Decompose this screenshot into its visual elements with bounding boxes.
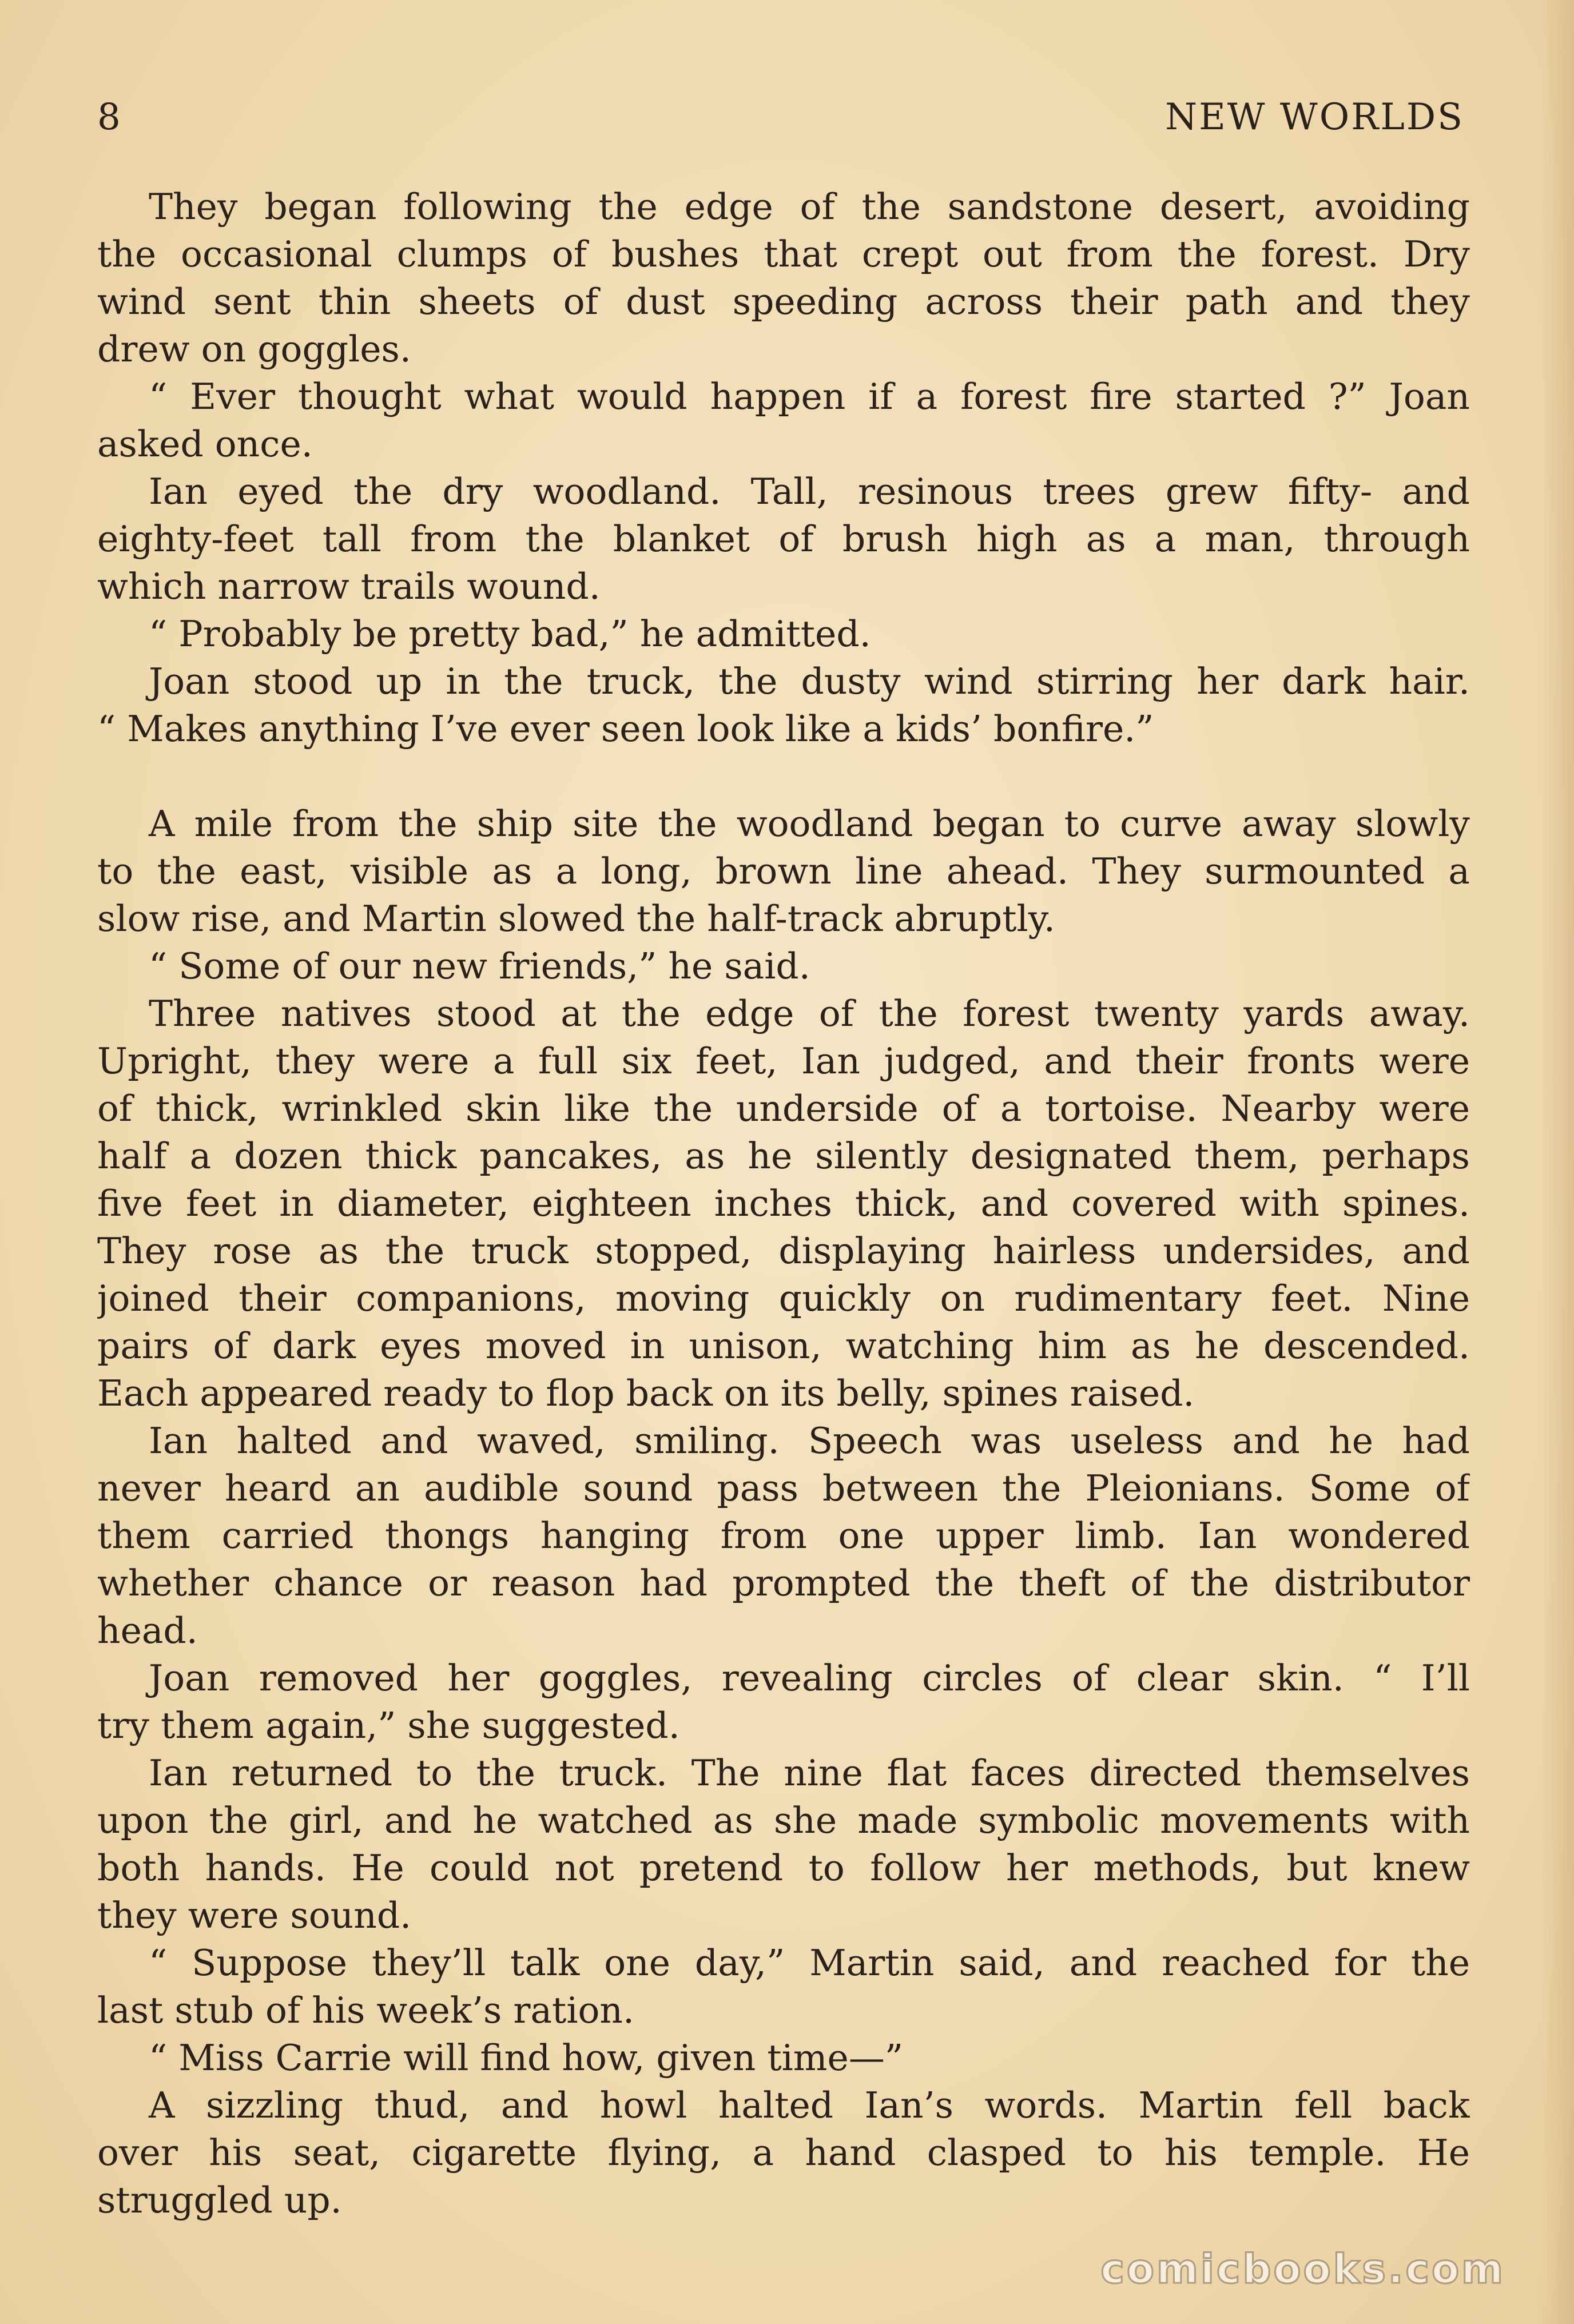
text-line: over his seat, cigarette flying, a hand clasped to his temple. He	[97, 2132, 1470, 2174]
page-number: 8	[97, 96, 121, 138]
text-line: wind sent thin sheets of dust speeding across their path and they	[97, 281, 1470, 323]
text-line: last stub of his week’s ration.	[97, 1989, 635, 2031]
text-line: struggled up.	[97, 2179, 342, 2221]
section-break	[97, 753, 1470, 800]
text-line: slow rise, and Martin slowed the half-track abruptly.	[97, 898, 1055, 940]
text-line: eighty-feet tall from the blanket of brush high as a man, through	[97, 518, 1470, 560]
text-line: “ Makes anything I’ve ever seen look like a kids’ bonfire.”	[97, 708, 1154, 750]
text-line: whether chance or reason had prompted the theft of the distributor	[97, 1562, 1470, 1604]
text-line: “ Ever thought what would happen if a forest fire started ?” Joan	[149, 376, 1470, 417]
text-line: Three natives stood at the edge of the forest twenty yards away.	[149, 993, 1470, 1034]
text-line: five feet in diameter, eighteen inches thick, and covered with spines.	[97, 1183, 1470, 1224]
text-line: Ian returned to the truck. The nine flat faces directed themselves	[149, 1752, 1470, 1794]
text-line: both hands. He could not pretend to follow her methods, but knew	[97, 1847, 1470, 1889]
watermark: comicbooks.com	[1100, 2246, 1505, 2293]
running-title: NEW WORLDS	[1165, 96, 1464, 138]
text-line: “ Miss Carrie will find how, given time—”	[149, 2037, 904, 2079]
text-line: the occasional clumps of bushes that crept out from the forest. Dry	[97, 233, 1470, 275]
text-line: Upright, they were a full six feet, Ian judged, and their fronts were	[97, 1040, 1470, 1082]
text-line: try them again,” she suggested.	[97, 1705, 680, 1746]
text-line: of thick, wrinkled skin like the underside of a tortoise. Nearby were	[97, 1088, 1470, 1129]
text-line: A sizzling thud, and howl halted Ian’s words. Martin fell back	[149, 2084, 1470, 2126]
text-line: A mile from the ship site the woodland began to curve away slowly	[149, 803, 1470, 845]
text-line: which narrow trails wound.	[97, 566, 601, 607]
text-line: “ Probably be pretty bad,” he admitted.	[149, 613, 871, 655]
page-edge-shadow	[1540, 0, 1574, 2324]
text-line: Each appeared ready to flop back on its belly, spines raised.	[97, 1372, 1195, 1414]
body-text	[97, 183, 1470, 2224]
text-line: “ Suppose they’ll talk one day,” Martin said, and reached for the	[149, 1942, 1470, 1984]
text-line: Joan stood up in the truck, the dusty wind stirring her dark hair.	[149, 660, 1470, 702]
text-line: asked once.	[97, 423, 313, 465]
text-line: drew on goggles.	[97, 328, 411, 370]
text-line: half a dozen thick pancakes, as he silently designated them, perhaps	[97, 1135, 1470, 1177]
text-line: Ian eyed the dry woodland. Tall, resinous trees grew fifty- and	[149, 471, 1470, 512]
text-line: “ Some of our new friends,” he said.	[149, 945, 810, 987]
text-line: They rose as the truck stopped, displaying hairless undersides, and	[97, 1230, 1470, 1272]
text-line: them carried thongs hanging from one upper limb. Ian wondered	[97, 1515, 1470, 1557]
text-line: head.	[97, 1610, 198, 1652]
text-line: they were sound.	[97, 1895, 412, 1936]
running-head	[97, 86, 1464, 149]
text-line: pairs of dark eyes moved in unison, watching him as he descended.	[97, 1325, 1470, 1367]
text-line: never heard an audible sound pass between the Pleionians. Some of	[97, 1467, 1470, 1509]
text-line: They began following the edge of the sandstone desert, avoiding	[149, 186, 1470, 228]
text-line: to the east, visible as a long, brown line ahead. They surmounted a	[97, 850, 1470, 892]
text-line: Joan removed her goggles, revealing circles of clear skin. “ I’ll	[149, 1657, 1470, 1699]
text-line: Ian halted and waved, smiling. Speech was useless and he had	[149, 1420, 1470, 1462]
text-line: joined their companions, moving quickly on rudimentary feet. Nine	[97, 1278, 1470, 1319]
text-line: upon the girl, and he watched as she made symbolic movements with	[97, 1800, 1470, 1841]
